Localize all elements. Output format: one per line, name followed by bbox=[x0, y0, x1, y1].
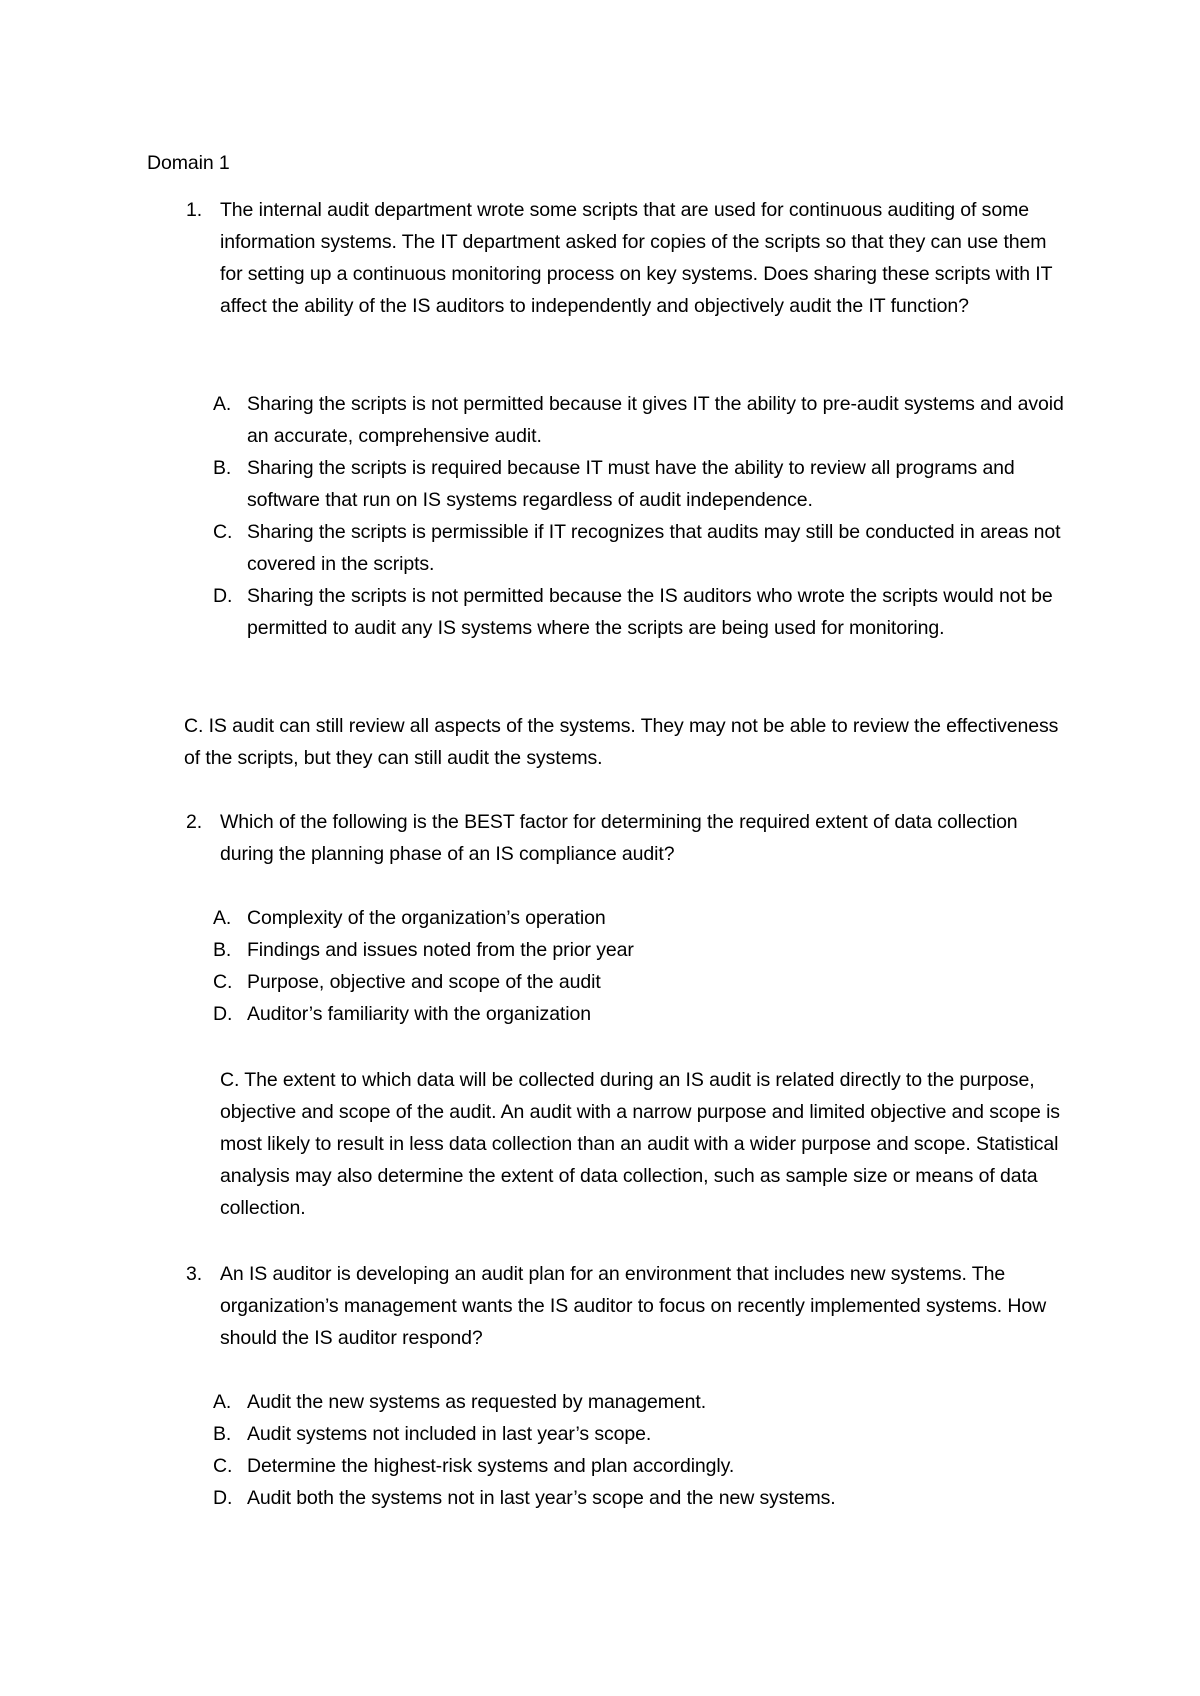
option-letter: C. bbox=[213, 521, 233, 543]
option-letter: C. bbox=[213, 971, 233, 993]
option-text: Audit both the systems not in last year’s scope and the new systems. bbox=[247, 1487, 836, 1509]
option-letter: A. bbox=[213, 1391, 232, 1413]
question-1 bbox=[186, 194, 1066, 322]
option-b bbox=[213, 452, 1073, 516]
option-text: Findings and issues noted from the prior year bbox=[247, 939, 634, 961]
question-3 bbox=[186, 1258, 1066, 1354]
option-text: Sharing the scripts is not permitted because it gives IT the ability to pre-audit systems and avoid an accurate, comprehensive audit. bbox=[247, 393, 1064, 447]
option-b bbox=[213, 1418, 1073, 1450]
question-number: 1. bbox=[186, 199, 203, 221]
option-d bbox=[213, 580, 1073, 644]
page-title: Domain 1 bbox=[147, 152, 230, 174]
option-text: Purpose, objective and scope of the audit bbox=[247, 971, 601, 993]
option-c bbox=[213, 966, 1073, 998]
option-b bbox=[213, 934, 1073, 966]
option-text: Complexity of the organization’s operation bbox=[247, 907, 606, 929]
question-number: 2. bbox=[186, 811, 203, 833]
option-letter: B. bbox=[213, 939, 232, 961]
question-text: An IS auditor is developing an audit plan for an environment that includes new systems. The organization’s management wants the IS auditor to focus on recently implemented systems. How should the IS auditor respond? bbox=[220, 1263, 1047, 1349]
option-text: Audit the new systems as requested by management. bbox=[247, 1391, 707, 1413]
answer-explanation-1: C. IS audit can still review all aspects of the systems. They may not be able to review the effectiveness of the scripts, but they can still audit the systems. bbox=[184, 715, 1059, 769]
question-2 bbox=[186, 806, 1066, 870]
option-a bbox=[213, 1386, 1073, 1418]
option-letter: A. bbox=[213, 393, 232, 415]
option-letter: D. bbox=[213, 1487, 233, 1509]
option-letter: B. bbox=[213, 457, 232, 479]
question-text: The internal audit department wrote some scripts that are used for continuous auditing of some information systems. The IT department asked for copies of the scripts so that they can use them for setting up a continuous monitoring process on key systems. Does sharing these scripts with IT affect the ability of the IS auditors to independently and objectively audit the IT function? bbox=[220, 199, 1053, 317]
option-text: Audit systems not included in last year’s scope. bbox=[247, 1423, 652, 1445]
answer-explanation-2: C. The extent to which data will be collected during an IS audit is related directly to the purpose, objective and scope of the audit. An audit with a narrow purpose and limited objective and scope is most likely to result in less data collection than an audit with a wider purpose and scope. Statistical analysis may also determine the extent of data collection, such as sample size or means of data collection. bbox=[220, 1069, 1060, 1219]
question-number: 3. bbox=[186, 1263, 203, 1285]
option-text: Sharing the scripts is not permitted because the IS auditors who wrote the scripts would not be permitted to audit any IS systems where the scripts are being used for monitoring. bbox=[247, 585, 1053, 639]
option-letter: C. bbox=[213, 1455, 233, 1477]
option-text: Determine the highest-risk systems and plan accordingly. bbox=[247, 1455, 735, 1477]
option-c bbox=[213, 1450, 1073, 1482]
answer-options-2 bbox=[213, 902, 1073, 1030]
option-a bbox=[213, 388, 1073, 452]
option-text: Sharing the scripts is permissible if IT recognizes that audits may still be conducted in areas not covered in the scripts. bbox=[247, 521, 1061, 575]
option-d bbox=[213, 1482, 1073, 1514]
question-text: Which of the following is the BEST factor for determining the required extent of data collection during the planning phase of an IS compliance audit? bbox=[220, 811, 1018, 865]
answer-options-1 bbox=[213, 388, 1073, 644]
option-letter: D. bbox=[213, 1003, 233, 1025]
option-a bbox=[213, 902, 1073, 934]
option-letter: B. bbox=[213, 1423, 232, 1445]
option-d bbox=[213, 998, 1073, 1030]
answer-options-3 bbox=[213, 1386, 1073, 1514]
option-text: Sharing the scripts is required because IT must have the ability to review all programs and software that run on IS systems regardless of audit independence. bbox=[247, 457, 1015, 511]
option-letter: A. bbox=[213, 907, 232, 929]
option-c bbox=[213, 516, 1073, 580]
option-text: Auditor’s familiarity with the organization bbox=[247, 1003, 591, 1025]
option-letter: D. bbox=[213, 585, 233, 607]
